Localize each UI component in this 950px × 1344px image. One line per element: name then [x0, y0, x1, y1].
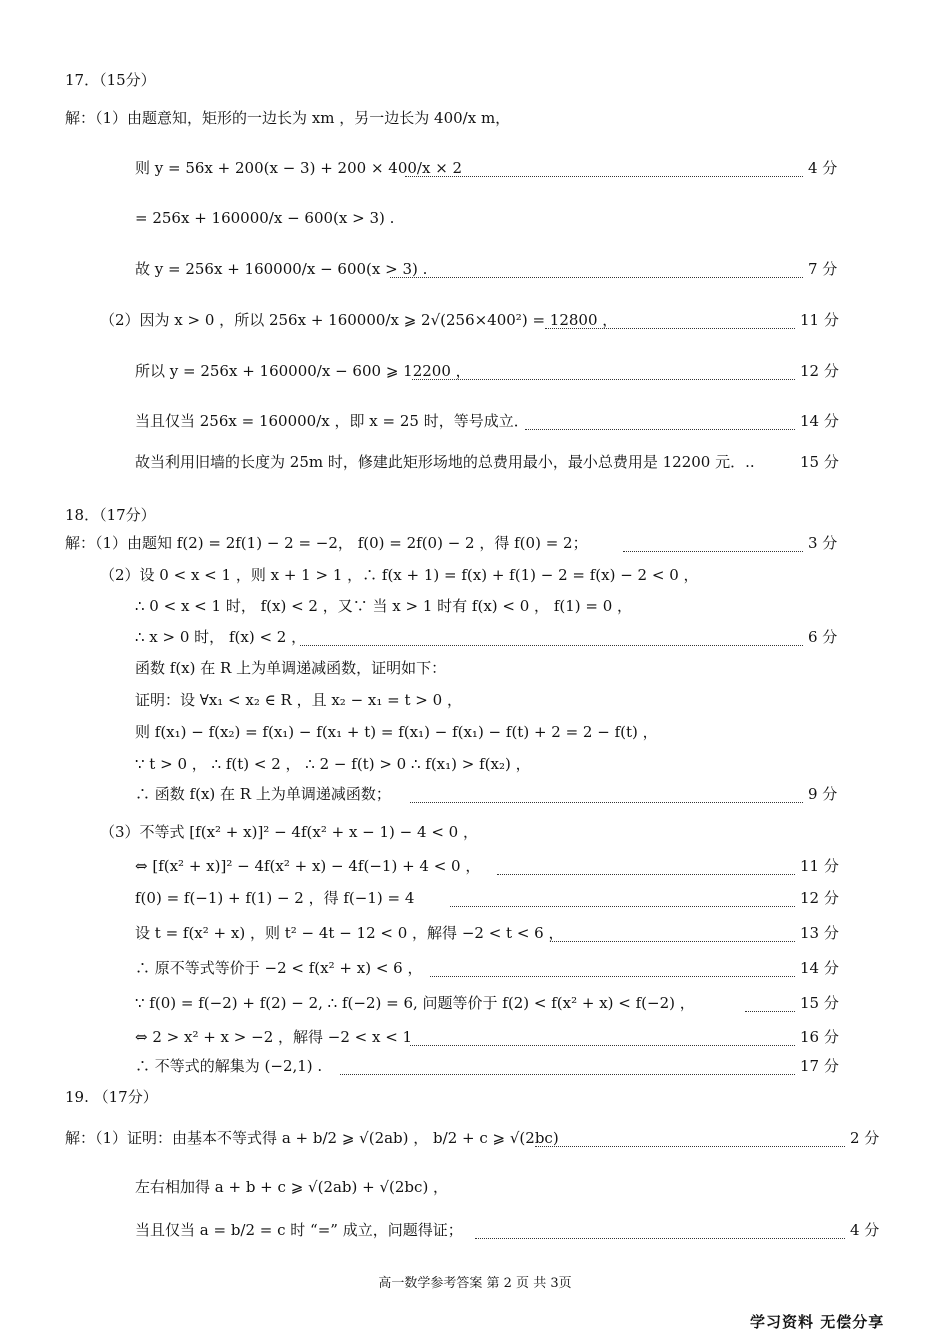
q18-line-17: ∴ 不等式的解集为 (−2,1) .: [135, 1057, 323, 1075]
score-label: 7 分: [808, 260, 838, 278]
q19-line-3: 当且仅当 a = b/2 = c 时 “=” 成立，问题得证；: [135, 1221, 463, 1239]
leader-dots: [550, 921, 795, 942]
score-label: 4 分: [808, 159, 838, 177]
leader-dots: [390, 257, 803, 278]
score-label: 6 分: [808, 628, 838, 646]
q18-line-3: ∴ 0 < x < 1 时， f(x) < 2 ，又∵ 当 x > 1 时有 f(x) < 0 ， f(1) = 0 ，: [135, 597, 633, 615]
leader-dots: [430, 956, 795, 977]
q18-line-6: 证明：设 ∀x₁ < x₂ ∈ R ，且 x₂ − x₁ = t > 0 ，: [135, 691, 462, 709]
leader-dots: [545, 308, 795, 329]
score-label: 11 分: [800, 857, 839, 875]
score-label: 13 分: [800, 924, 839, 942]
leader-dots: [410, 782, 803, 803]
leader-dots: [525, 409, 795, 430]
score-label: 4 分: [850, 1221, 880, 1239]
q18-line-8: ∵ t > 0 ， ∴ f(t) < 2 ， ∴ 2 − f(t) > 0 ∴ f(x₁) > f(x₂) ，: [135, 755, 531, 773]
q18-line-13: 设 t = f(x² + x) ，则 t² − 4t − 12 < 0 ，解得 −2 < t < 6 ，: [135, 924, 564, 942]
leader-dots: [300, 625, 803, 646]
score-label: 12 分: [800, 362, 839, 380]
q17-line-3: = 256x + 160000/x − 600(x > 3) .: [135, 209, 395, 227]
score-label: 3 分: [808, 534, 838, 552]
q17-line-8: 故当利用旧墙的长度为 25m 时，修建此矩形场地的总费用最小，最小总费用是 12200 元．..: [135, 453, 755, 471]
leader-dots: [340, 1054, 795, 1075]
score-label: 14 分: [800, 412, 839, 430]
q17-line-2: 则 y = 56x + 200(x − 3) + 200 × 400/x × 2: [135, 159, 463, 177]
q19-line-2: 左右相加得 a + b + c ⩾ √(2ab) + √(2bc) ，: [135, 1178, 449, 1196]
q18-line-14: ∴ 原不等式等价于 −2 < f(x² + x) < 6 ，: [135, 959, 423, 977]
q17-header: 17．（15分）: [65, 71, 156, 89]
q18-line-2: （2）设 0 < x < 1 ，则 x + 1 > 1 ，∴ f(x + 1) = f(x) + f(1) − 2 = f(x) − 2 < 0 ，: [100, 566, 699, 584]
q18-line-10: （3）不等式 [f(x² + x)]² − 4f(x² + x − 1) − 4 < 0 ，: [100, 823, 478, 841]
q17-line-5: （2）因为 x > 0 ，所以 256x + 160000/x ⩾ 2√(256×400²) = 12800 ，: [100, 311, 618, 329]
q17-line-6: 所以 y = 256x + 160000/x − 600 ⩾ 12200 ，: [135, 362, 471, 380]
q17-line-4: 故 y = 256x + 160000/x − 600(x > 3) .: [135, 260, 428, 278]
watermark-stamp: 学习资料 无偿分享: [750, 1313, 885, 1331]
leader-dots: [475, 1218, 845, 1239]
q19-header: 19. （17分）: [65, 1088, 158, 1106]
q18-header: 18．（17分）: [65, 506, 156, 524]
leader-dots: [745, 991, 795, 1012]
q18-line-9: ∴ 函数 f(x) 在 R 上为单调递减函数；: [135, 785, 391, 803]
q18-line-12: f(0) = f(−1) + f(1) − 2 ，得 f(−1) = 4: [135, 889, 415, 907]
q17-line-1: 解：（1）由题意知，矩形的一边长为 xm ，另一边长为 400/x m，: [65, 109, 511, 127]
score-label: 15 分: [800, 453, 839, 471]
score-label: 17 分: [800, 1057, 839, 1075]
score-label: 11 分: [800, 311, 839, 329]
q19-line-1: 解：（1）证明：由基本不等式得 a + b/2 ⩾ √(2ab) ， b/2 + c ⩾ √(2bc): [65, 1129, 559, 1147]
score-label: 2 分: [850, 1129, 880, 1147]
q17-line-7: 当且仅当 256x = 160000/x ，即 x = 25 时，等号成立．: [135, 412, 529, 430]
q18-line-11: ⇔ [f(x² + x)]² − 4f(x² + x) − 4f(−1) + 4 < 0 ，: [135, 857, 481, 875]
leader-dots: [450, 886, 795, 907]
leader-dots: [535, 1126, 845, 1147]
leader-dots: [405, 156, 803, 177]
q18-line-15: ∵ f(0) = f(−2) + f(2) − 2, ∴ f(−2) = 6, 问题等价于 f(2) < f(x² + x) < f(−2) ，: [135, 994, 695, 1012]
leader-dots: [412, 359, 795, 380]
leader-dots: [497, 854, 795, 875]
q18-line-4: ∴ x > 0 时， f(x) < 2 ，: [135, 628, 307, 646]
score-label: 14 分: [800, 959, 839, 977]
score-label: 9 分: [808, 785, 838, 803]
score-label: 15 分: [800, 994, 839, 1012]
q18-line-1: 解：（1）由题知 f(2) = 2f(1) − 2 = −2， f(0) = 2f(0) − 2 ，得 f(0) = 2；: [65, 534, 588, 552]
leader-dots: [623, 531, 803, 552]
leader-dots: [410, 1025, 795, 1046]
q18-line-7: 则 f(x₁) − f(x₂) = f(x₁) − f(x₁ + t) = f(x₁) − f(x₁) − f(t) + 2 = 2 − f(t) ，: [135, 723, 658, 741]
score-label: 12 分: [800, 889, 839, 907]
q18-line-16: ⇔ 2 > x² + x > −2 ，解得 −2 < x < 1: [135, 1028, 413, 1046]
page-footer: 高一数学参考答案 第 2 页 共 3页: [378, 1276, 572, 1291]
q18-line-5: 函数 f(x) 在 R 上为单调递减函数，证明如下：: [135, 659, 447, 677]
score-label: 16 分: [800, 1028, 839, 1046]
